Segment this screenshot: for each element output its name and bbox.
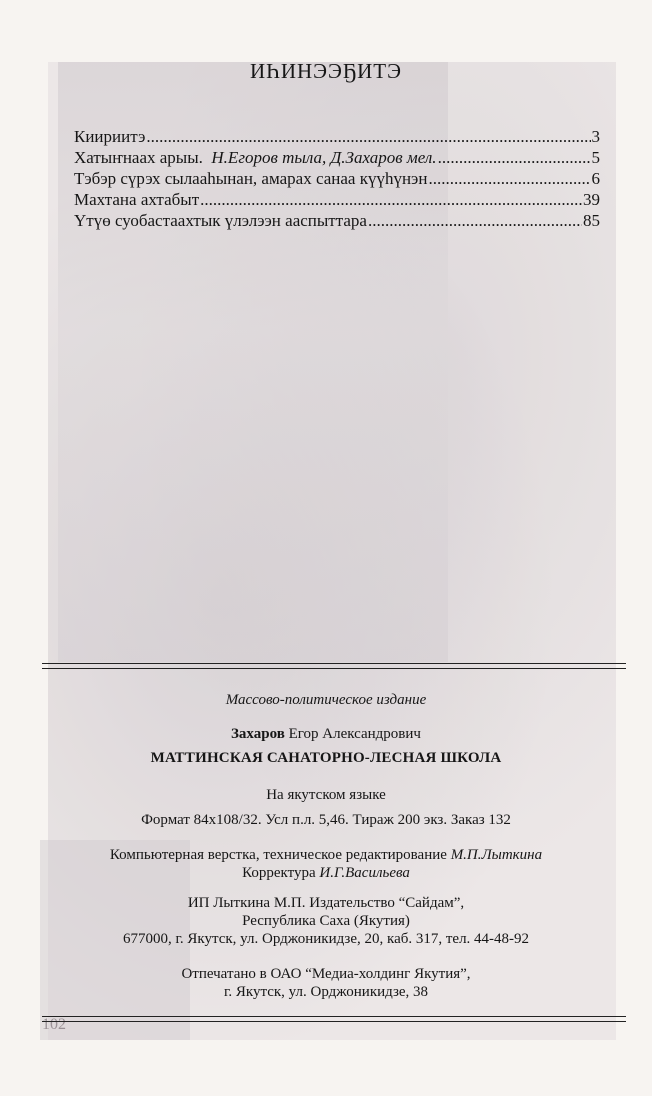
toc-entry-page: 85 [583, 211, 600, 230]
divider-rule [42, 1021, 626, 1022]
printed-by: Отпечатано в ОАО “Медиа-холдинг Якутия”, [181, 966, 471, 982]
language-line: На якутском языке [266, 787, 386, 803]
divider-rule [42, 668, 626, 669]
toc-entry-title: Киириитэ [74, 127, 146, 146]
format-line: Формат 84х108/32. Усл п.л. 5,46. Тираж 200 экз. Заказ 132 [141, 812, 511, 828]
publisher-address: 677000, г. Якутск, ул. Орджоникидзе, 20, каб. 317, тел. 44-48-92 [122, 931, 530, 947]
divider-rule [42, 663, 626, 664]
toc-list [74, 126, 600, 231]
page-number: 102 [42, 1016, 66, 1033]
corrector-person: И.Г.Васильева [319, 865, 410, 881]
toc-leader-dots [368, 210, 582, 231]
publisher-line: ИП Лыткина М.П. Издательство “Сайдам”, [187, 895, 465, 911]
toc-entry-author: Н.Егоров тыла, Д.Захаров мел. [211, 148, 437, 167]
toc-title: ИҺИНЭЭҔИТЭ [250, 59, 402, 83]
toc-leader-dots [428, 168, 590, 189]
toc-entry-page: 5 [591, 148, 600, 167]
toc-entry [74, 189, 600, 210]
toc-entry [74, 126, 600, 147]
toc-leader-dots [200, 189, 582, 210]
toc-entry [74, 168, 600, 189]
toc-entry-page: 6 [591, 169, 600, 188]
publisher-region: Республика Саха (Якутия) [242, 913, 410, 929]
divider-rule [42, 1016, 626, 1017]
author-line [0, 726, 652, 743]
toc-entry [74, 210, 600, 231]
toc-entry-title: Хатыҥнаах арыы. Н.Егоров тыла, Д.Захаров мел. [74, 148, 437, 167]
toc-entry-title: Тэбэр сүрэх сылааһынан, амарах санаа күүһүнэн [74, 169, 428, 188]
book-title: МАТТИНСКАЯ САНАТОРНО-ЛЕСНАЯ ШКОЛА [150, 750, 502, 766]
toc-entry [74, 147, 600, 168]
layout-credit: Компьютерная верстка, техническое редактирование М.П.Лыткина [109, 847, 543, 863]
corrector-credit: Корректура И.Г.Васильева [242, 865, 410, 881]
layout-person: М.П.Лыткина [450, 847, 543, 863]
toc-entry-page: 39 [583, 190, 600, 209]
toc-leader-dots [146, 126, 590, 147]
printer-address: г. Якутск, ул. Орджоникидзе, 38 [223, 984, 429, 1000]
toc-entry-page: 3 [591, 127, 600, 146]
toc-entry-title: Үтүө суобастаахтык үлэлээн ааспыттара [74, 211, 367, 230]
author-name: Егор Александрович [288, 726, 421, 742]
toc-leader-dots [438, 147, 591, 168]
toc-entry-title: Махтана ахтабыт [74, 190, 200, 209]
edition-type: Массово-политическое издание [225, 692, 427, 708]
author-surname: Захаров [231, 726, 285, 742]
